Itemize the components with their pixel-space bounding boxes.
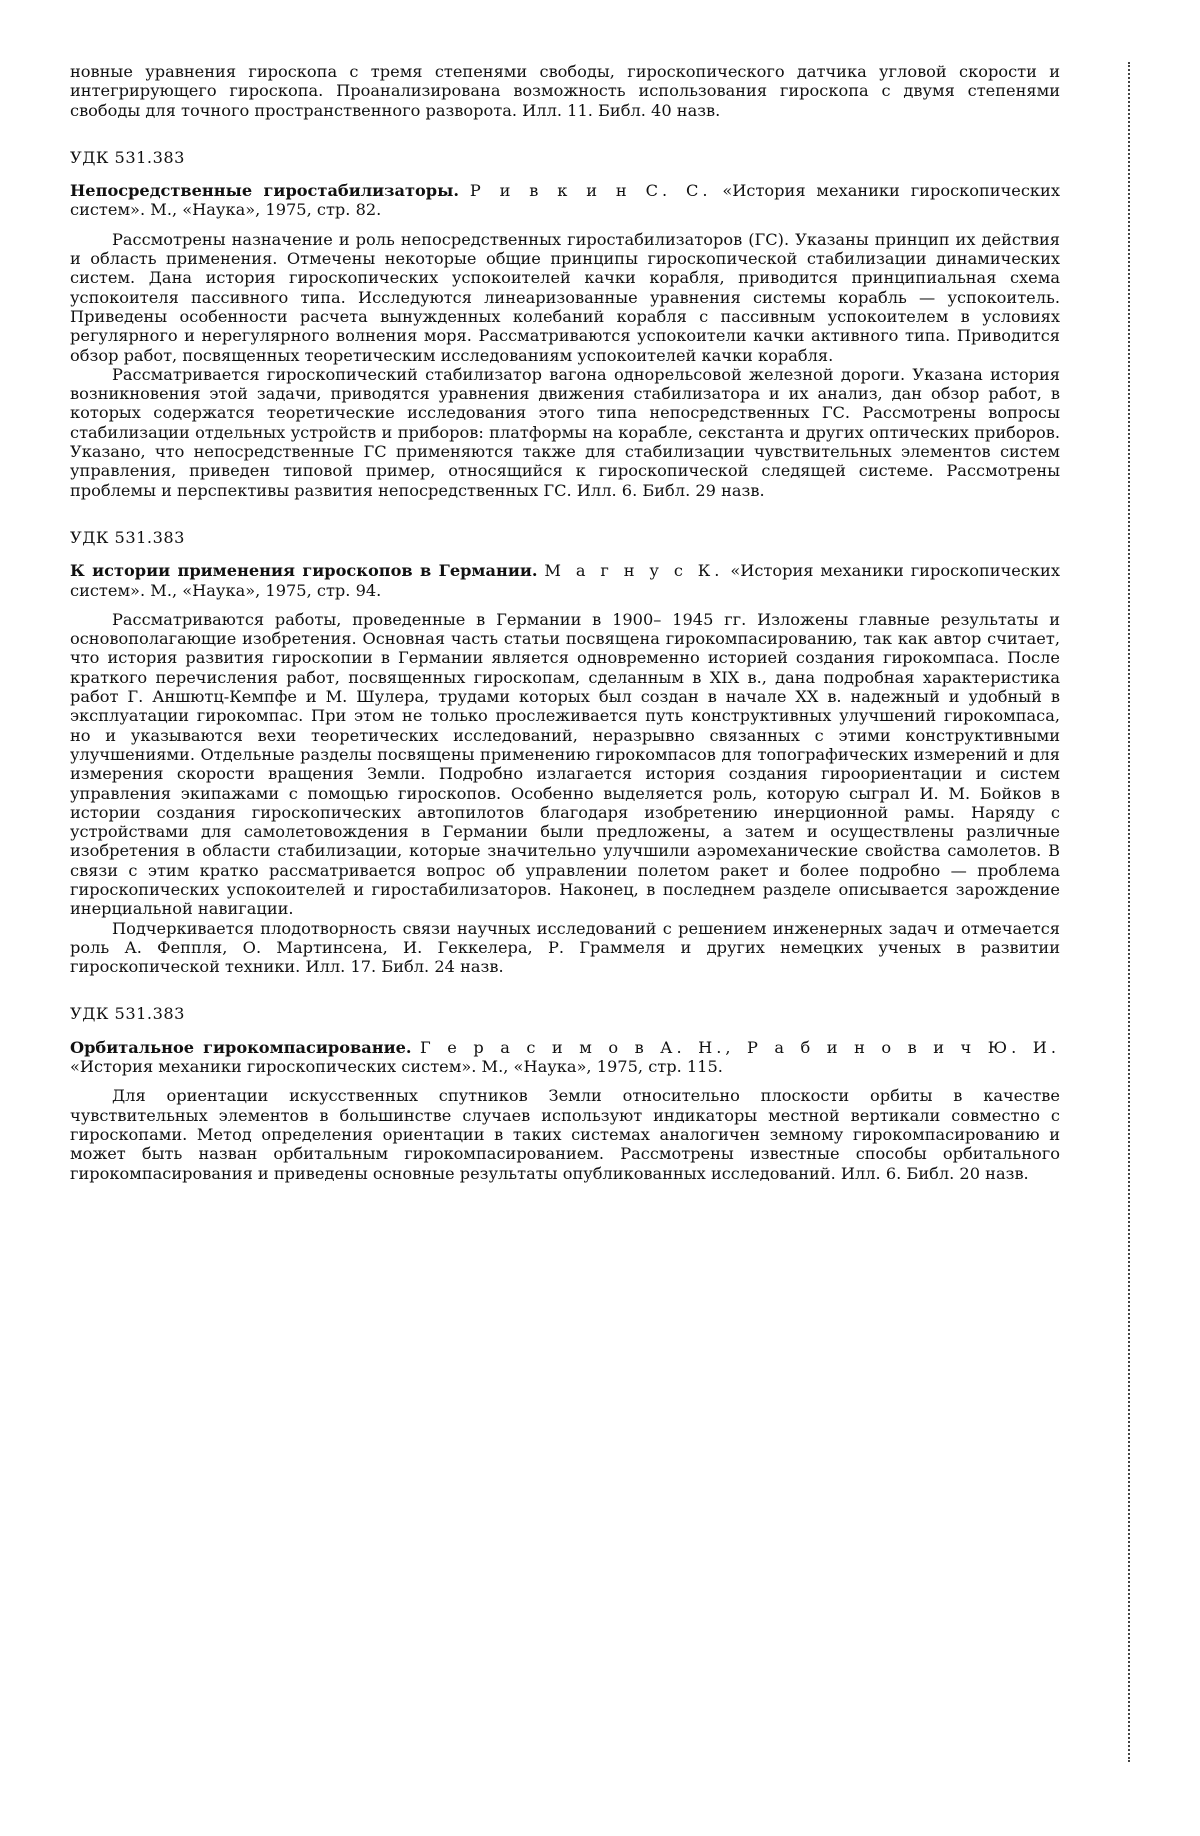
entry-title: Орбитальное гирокомпасирование. — [70, 1037, 412, 1057]
entry-source: «История механики гироскопических систем». М., «Наука», 1975, стр. 94. — [70, 561, 1060, 600]
entry-paragraph: Рассмотрены назначение и роль непосредственных гиростабилизаторов (ГС). Указаны принцип их действия и область применения. Отмечены некоторые общие принципы гироскопической стабилизации динамических систем. Дана история гироскопических успокоителей качки корабля, приводится принципиальная схема успокоителя пассивного типа. Исследуются линеаризованные уравнения системы корабль — успокоитель. Приведены особенности расчета вынужденных колебаний корабля с пассивным успокоителем в условиях регулярного и нерегулярного волнения моря. Рассматриваются успокоители качки активного типа. Приводится обзор работ, посвященных теоретическим исследованиям успокоителей качки корабля. — [70, 229, 1060, 365]
entry-paragraph: Рассматриваются работы, проведенные в Германии в 1900– 1945 гг. Изложены главные результаты и основополагающие изобретения. Основная часть статьи посвящена гирокомпасированию, так как автор считает, что история развития гироскопии в Германии является одновременно историей создания гирокомпаса. После краткого перечисления работ, посвященных гироскопам, сделанным в XIX в., дана подробная характеристика работ Г. Аншютц-Кемпфе и М. Шулера, трудами которых был создан в начале XX в. надежный и удобный в эксплуатации гирокомпас. При этом не только прослеживается путь конструктивных улучшений гирокомпаса, но и указываются вехи теоретических исследований, неразрывно связанных с этими конструктивными улучшениями. Отдельные разделы посвящены применению гирокомпасов для топографических измерений и для измерения скорости вращения Земли. Подробно излагается история создания гироориентации и систем управления экипажами с помощью гироскопов. Особенно выделяется роль, которую сыграл И. М. Бойков в истории создания гироскопических автопилотов благодаря изобретению инерционной рамы. Наряду с устройствами для самолетовождения в Германии были предложены, а затем и осуществлены различные изобретения в области стабилизации, которые значительно улучшили аэромеханические свойства самолетов. В связи с этим кратко рассматривается вопрос об управлении полетом ракет и более подробно — проблема гироскопических успокоителей и гиростабилизаторов. Наконец, в последнем разделе описывается зарождение инерциальной навигации. — [70, 609, 1060, 919]
entry-paragraph: Для ориентации искусственных спутников Земли относительно плоскости орбиты в качестве чувствительных элементов в большинстве случаев используют индикаторы местной вертикали совместно с гироскопами. Метод определения ориентации в таких системах аналогичен земному гирокомпасированию и может быть назван орбитальным гирокомпасированием. Рассмотрены известные способы орбитального гирокомпасирования и приведены основные результаты опубликованных исследований. Илл. 6. Библ. 20 назв. — [70, 1086, 1060, 1183]
udk-code: УДК 531.383 — [70, 527, 185, 547]
entry-author: Р и в к и н С. С. — [469, 181, 712, 201]
udk-code: УДК 531.383 — [70, 1004, 185, 1024]
entry-heading — [70, 181, 1060, 220]
entry-title: Непосредственные гиростабилизаторы. — [70, 181, 459, 201]
abstract-entry — [70, 528, 1060, 977]
entry-author: Г е р а с и м о в А. Н., Р а б и н о в и ч Ю. И. — [420, 1037, 1060, 1057]
intro-paragraph: новные уравнения гироскопа с тремя степенями свободы, гироскопического датчика угловой скорости и интегрирующего гироскопа. Проанализирована возможность использования гироскопа с двумя степенями свободы для точного пространственного разворота. Илл. 11. Библ. 40 назв. — [70, 62, 1060, 120]
entry-paragraph: Подчеркивается плодотворность связи научных исследований с решением инженерных задач и отмечается роль А. Феппля, О. Мартинсена, И. Геккелера, Р. Граммеля и других немецких ученых в развитии гироскопической техники. Илл. 17. Библ. 24 назв. — [70, 918, 1060, 977]
udk-code: УДК 531.383 — [70, 147, 185, 167]
entry-paragraph: Рассматривается гироскопический стабилизатор вагона однорельсовой железной дороги. Указана история возникновения этой задачи, приводятся уравнения движения стабилизатора и их анализ, дан обзор работ, в которых содержатся теоретические исследования этого типа непосредственных ГС. Рассмотрены вопросы стабилизации отдельных устройств и приборов: платформы на корабле, секстанта и других оптических приборов. Указано, что непосредственные ГС применяются также для стабилизации чувствительных элементов систем управления, приведен типовой пример, относящийся к гироскопической следящей системе. Рассмотрены проблемы и перспективы развития непосредственных ГС. Илл. 6. Библ. 29 назв. — [70, 364, 1060, 500]
entry-source: «История механики гироскопических систем». М., «Наука», 1975, стр. 82. — [70, 181, 1060, 220]
document-page — [70, 62, 1060, 1183]
abstract-entry — [70, 148, 1060, 500]
entry-title: К истории применения гироскопов в Германии. — [70, 561, 538, 581]
entry-source: «История механики гироскопических систем». М., «Наука», 1975, стр. 115. — [70, 1057, 723, 1077]
entry-heading — [70, 561, 1060, 600]
entry-heading — [70, 1038, 1060, 1077]
cut-line-divider — [1128, 62, 1130, 1762]
entry-author: М а г н у с К. — [544, 561, 724, 581]
abstract-entry — [70, 1004, 1060, 1182]
